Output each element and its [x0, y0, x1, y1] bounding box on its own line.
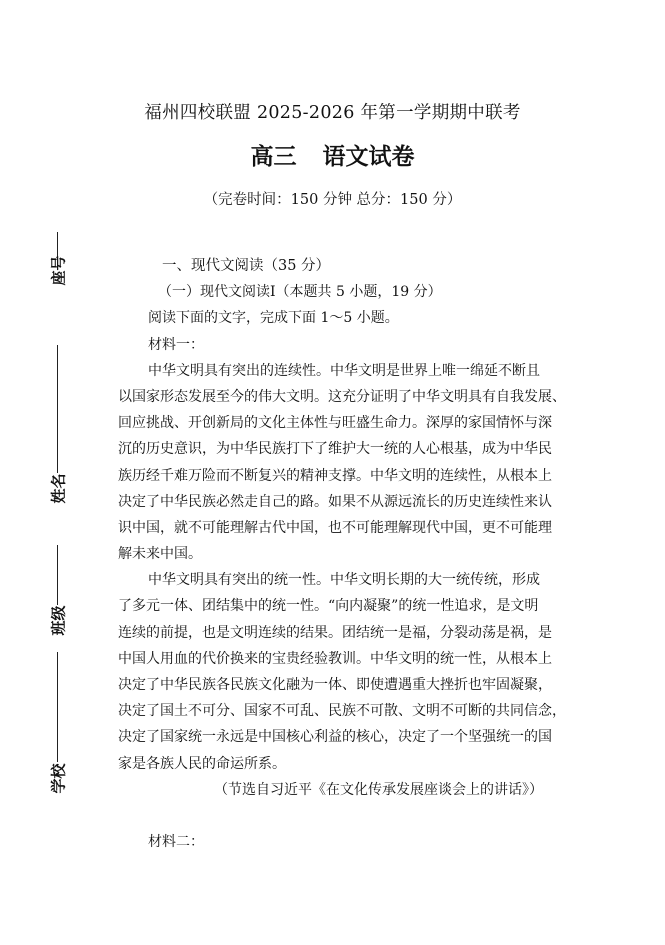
exam-header: 福州四校联盟 2025-2026 年第一学期期中联考 [144, 103, 521, 123]
paragraph-line: 家是各族人民的命运所系。 [118, 755, 286, 772]
school-label: 学校 [49, 763, 68, 794]
paragraph-line: 中国人用血的代价换来的宝贵经验教训。中华文明的统一性，从根本上 [118, 650, 552, 667]
exam-meta: （完卷时间：150 分钟 总分：150 分） [203, 192, 462, 208]
class-label: 班级 [49, 605, 68, 636]
title-grade: 高三 [250, 143, 297, 170]
school-line [57, 652, 58, 762]
source-citation: （节选自习近平《在文化传承发展座谈会上的讲话》） [214, 781, 543, 798]
name-label: 姓名 [49, 473, 68, 504]
paragraph-line: 决定了国家统一永远是中国核心利益的核心，决定了一个坚强统一的国 [118, 729, 552, 746]
seat-label: 座号 [49, 255, 68, 286]
name-line [57, 345, 58, 473]
paragraph-line: 族历经千难万险而不断复兴的精神支撑。中华文明的连续性，从根本上 [118, 467, 552, 484]
material1-label: 材料一： [148, 336, 204, 353]
paragraph-line: 以国家形态发展至今的伟大文明。这充分证明了中华文明具有自我发展、 [118, 388, 566, 405]
paragraph-line: 中华文明具有突出的统一性。中华文明长期的大一统传统，形成 [148, 572, 540, 589]
reading-section [118, 253, 566, 855]
paragraph-line: 决定了国土不可分、国家不可乱、民族不可散、文明不可断的共同信念， [118, 703, 566, 720]
paragraph-line: 连续的前提，也是文明连续的结果。团结统一是福，分裂动荡是祸，是 [118, 624, 552, 641]
class-line [57, 545, 58, 605]
paragraph-line: 决定了中华民族各民族文化融为一体、即使遭遇重大挫折也牢固凝聚， [118, 677, 552, 693]
spacer [118, 803, 558, 829]
material2-label: 材料二： [148, 833, 204, 850]
section-heading: 一、现代文阅读（35 分） [162, 258, 331, 274]
paragraph-line: 识中国，就不可能理解古代中国，也不可能理解现代中国，更不可能理 [118, 519, 552, 536]
paragraph-line: 了多元一体、团结集中的统一性。“向内凝聚”的统一性追求，是文明 [118, 598, 539, 615]
paragraph-line: 中华文明具有突出的连续性。中华文明是世界上唯一绵延不断且 [148, 362, 540, 379]
paragraph-line: 决定了中华民族必然走自己的路。如果不从源远流长的历史连续性来认 [118, 493, 552, 510]
exam-title [0, 138, 665, 171]
paragraph-line: 沉的历史意识，为中华民族打下了维护大一统的人心根基，成为中华民 [118, 441, 552, 458]
paragraph-line: 解未来中国。 [118, 546, 202, 563]
paragraph-line: 回应挑战、开创新局的文化主体性与旺盛生命力。深厚的家国情怀与深 [118, 415, 552, 432]
title-subject: 语文试卷 [322, 143, 415, 170]
subsection-heading: （一）现代文阅读Ⅰ（本题共 5 小题，19 分） [158, 284, 442, 301]
instruction: 阅读下面的文字，完成下面 1～5 小题。 [148, 310, 399, 327]
